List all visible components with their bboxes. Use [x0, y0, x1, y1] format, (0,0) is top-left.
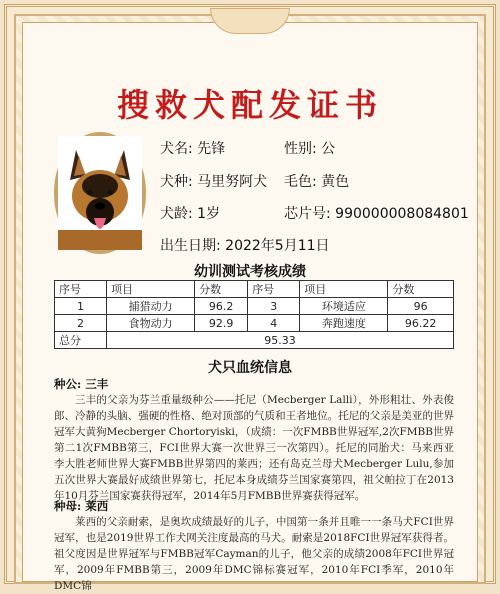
- dog-head-icon: [58, 136, 142, 250]
- table-row: [55, 298, 454, 315]
- test-score-table: [54, 280, 454, 349]
- dog-name-field: [160, 138, 225, 158]
- table-cell: 捕猎动力: [107, 298, 195, 315]
- dog-birth-value: 2022年5月11日: [225, 238, 330, 254]
- dog-chip-field: [284, 203, 469, 223]
- dog-sex-field: [284, 138, 335, 158]
- table-header-cell: 序号: [55, 281, 107, 298]
- table-cell: 96.2: [195, 298, 248, 315]
- lineage-section-title: 犬只血统信息: [208, 360, 292, 376]
- table-total-row: [55, 332, 454, 349]
- sire-heading: 种公: 三丰: [54, 377, 109, 391]
- table-cell: 2: [55, 315, 107, 332]
- dog-color-label: 毛色:: [284, 174, 317, 190]
- dog-breed-label: 犬种:: [160, 174, 193, 190]
- dog-sex-value: 公: [321, 141, 336, 157]
- dog-color-value: 黄色: [321, 174, 350, 190]
- table-header-cell: 分数: [388, 281, 454, 298]
- certificate-title: 搜救犬配发证书: [116, 86, 383, 124]
- dog-sex-label: 性别:: [284, 141, 317, 157]
- dog-age-label: 犬龄:: [160, 206, 193, 222]
- table-cell: 1: [55, 298, 107, 315]
- table-header-cell: 序号: [248, 281, 300, 298]
- table-header-cell: 项目: [300, 281, 388, 298]
- dog-photo: [54, 132, 146, 254]
- dog-breed-field: [160, 171, 267, 191]
- table-header-row: [55, 281, 454, 298]
- dog-chip-value: 990000008084801: [335, 206, 469, 222]
- dog-age-field: [160, 203, 220, 223]
- table-cell: 4: [248, 315, 300, 332]
- dog-chip-label: 芯片号:: [284, 206, 331, 222]
- dog-birth-field: [160, 235, 330, 255]
- test-section-title: 幼训测试考核成绩: [194, 264, 306, 280]
- table-row: [55, 315, 454, 332]
- dog-birth-label: 出生日期:: [160, 238, 221, 254]
- dam-description: 莱西的父亲耐索，是奥坎成绩最好的儿子，中国第一条并且唯一一条马犬FCI世界冠军，也是2019世界工作犬网关注度最高的马犬。耐索是2018FCI世界冠军获得者。祖父度因是世界冠军与FMBB冠军Cayman的儿子，他父亲的成绩2008年FCI世界冠军，2009年FMBB第三，2009年DMC锦标赛冠军，2010年FCI季军，2010年DMC锦: [54, 516, 454, 592]
- table-cell: 92.9: [195, 315, 248, 332]
- total-label: 总分: [55, 332, 107, 349]
- total-value: 95.33: [107, 332, 454, 349]
- dog-breed-value: 马里努阿犬: [197, 174, 268, 190]
- dog-name-label: 犬名:: [160, 141, 193, 157]
- dog-age-value: 1岁: [197, 206, 221, 222]
- dam-heading: 种母: 莱西: [54, 499, 109, 513]
- table-cell: 食物动力: [107, 315, 195, 332]
- table-cell: 环境适应: [300, 298, 388, 315]
- table-cell: 奔跑速度: [300, 315, 388, 332]
- dog-name-value: 先锋: [197, 141, 226, 157]
- table-header-cell: 项目: [107, 281, 195, 298]
- table-cell: 96: [388, 298, 454, 315]
- dog-color-field: [284, 171, 349, 191]
- sire-description: 三丰的父亲为芬兰重量级种公——托尼（Mecberger Lalli），外形粗壮、外表俊郎、冷静的头脑、强硬的性格、绝对顶部的气质和王者地位。托尼的父亲是美亚的世界冠军大黄狗Mecberger Chortoryiski，（成绩：一次FMBB世界冠军,2次FMBB世界第二1次FMBB第三，FCI世界大赛一次世界三一次第四）。托尼的同胎犬：马来西亚李大胜老师世界大赛FMBB世界第四的莱西；还有岛克兰母犬Mecberger Lulu,参加五次世界大赛最好成绩世界第七，托尼本身成绩芬兰国家赛第四，祖父帕拉丁在2013年10月芬兰国家赛获得冠军，2014年5月FMBB世界赛获得冠军。: [54, 394, 454, 502]
- table-cell: 3: [248, 298, 300, 315]
- table-cell: 96.22: [388, 315, 454, 332]
- table-header-cell: 分数: [195, 281, 248, 298]
